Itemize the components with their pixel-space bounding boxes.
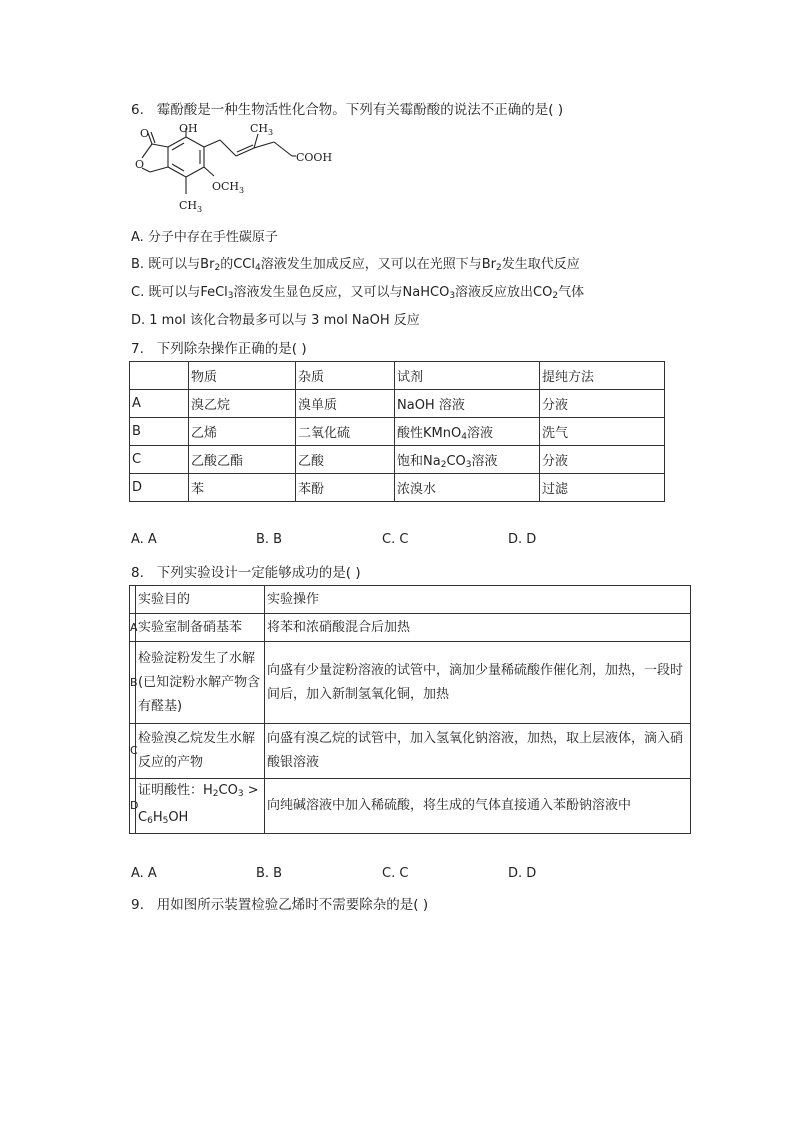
row-label: B bbox=[130, 418, 189, 446]
q7-number: 7. bbox=[131, 341, 144, 357]
row-label: D bbox=[130, 779, 136, 834]
substance-cell: 苯 bbox=[189, 474, 296, 502]
q7-stem bbox=[131, 337, 307, 357]
q7-answer-d[interactable]: D. D bbox=[508, 532, 537, 547]
reagent-cell: 饱和$Na_2CO_3$溶液 bbox=[395, 446, 540, 474]
operation-cell: 将苯和浓硝酸混合后加热 bbox=[265, 614, 691, 642]
q6-option-b[interactable]: B. 既可以与$Br_2$的CCl$_4$溶液发生加成反应，又可以在光照下与$Br_2$发生取代反应 bbox=[131, 257, 580, 273]
row-label: C bbox=[130, 446, 189, 474]
q6-number: 6. bbox=[131, 102, 144, 118]
structure-label-ch3-top: $CH_3$ bbox=[250, 122, 274, 137]
q8-table bbox=[129, 585, 691, 834]
operation-cell: 向盛有少量淀粉溶液的试管中，滴加少量稀硫酸作催化剂，加热，一段时间后，加入新制氢氧化铜，加热 bbox=[265, 642, 691, 724]
substance-cell: 乙烯 bbox=[189, 418, 296, 446]
header-cell bbox=[130, 362, 189, 390]
reagent-cell: NaOH 溶液 bbox=[395, 390, 540, 418]
q8-answer-b[interactable]: B. B bbox=[256, 866, 283, 881]
header-cell: 试剂 bbox=[395, 362, 540, 390]
row-label: A bbox=[130, 390, 189, 418]
table-row bbox=[130, 779, 691, 834]
table-row bbox=[130, 446, 665, 474]
q8-answer-c[interactable]: C. C bbox=[382, 866, 409, 881]
method-cell: 分液 bbox=[540, 390, 665, 418]
table-header-row bbox=[130, 586, 691, 614]
header-cell: 实验目的 bbox=[136, 586, 265, 614]
operation-cell: 向盛有溴乙烷的试管中，加入氢氧化钠溶液，加热，取上层液体，滴入硝酸银溶液 bbox=[265, 724, 691, 779]
method-cell: 过滤 bbox=[540, 474, 665, 502]
method-cell: 洗气 bbox=[540, 418, 665, 446]
q8-stem-text: 下列实验设计一定能够成功的是( ) bbox=[156, 565, 361, 581]
q6-option-c[interactable]: C. 既可以与FeCl$_3$溶液发生显色反应，又可以与NaHCO$_3$溶液反应放出$CO_2$气体 bbox=[131, 285, 585, 301]
table-row bbox=[130, 474, 665, 502]
q9-number: 9. bbox=[131, 897, 144, 913]
q6-option-a[interactable]: A. 分子中存在手性碳原子 bbox=[131, 230, 278, 245]
method-cell: 分液 bbox=[540, 446, 665, 474]
structure-label-och3: $OCH_3$ bbox=[212, 180, 245, 195]
purpose-cell: 检验溴乙烷发生水解反应的产物 bbox=[136, 724, 265, 779]
structure-label-ch3-bottom: $CH_3$ bbox=[179, 199, 203, 214]
row-label: D bbox=[130, 474, 189, 502]
impurity-cell: 乙酸 bbox=[296, 446, 395, 474]
q7-stem-text: 下列除杂操作正确的是( ) bbox=[156, 341, 307, 357]
operation-cell: 向纯碱溶液中加入稀硫酸，将生成的气体直接通入苯酚钠溶液中 bbox=[265, 779, 691, 834]
q6-option-d[interactable]: D. 1 mol 该化合物最多可以与 3 mol NaOH 反应 bbox=[131, 313, 420, 328]
q7-table bbox=[129, 361, 665, 502]
q9-stem bbox=[131, 893, 428, 913]
q6-stem bbox=[131, 98, 563, 118]
table-row bbox=[130, 724, 691, 779]
impurity-cell: 溴单质 bbox=[296, 390, 395, 418]
header-cell: 物质 bbox=[189, 362, 296, 390]
q8-answer-d[interactable]: D. D bbox=[508, 866, 537, 881]
structure-label-o: O bbox=[140, 127, 150, 140]
table-header-row bbox=[130, 362, 665, 390]
purpose-cell: 实验室制备硝基苯 bbox=[136, 614, 265, 642]
structure-label-cooh: COOH bbox=[296, 151, 333, 164]
row-label: A bbox=[130, 614, 136, 642]
q9-stem-text: 用如图所示装置检验乙烯时不需要除杂的是( ) bbox=[156, 897, 429, 913]
reagent-cell: 浓溴水 bbox=[395, 474, 540, 502]
q7-answer-a[interactable]: A. A bbox=[131, 532, 157, 547]
structure-label-oh: OH bbox=[179, 122, 198, 135]
header-cell: 杂质 bbox=[296, 362, 395, 390]
purpose-cell: 检验淀粉发生了水解(已知淀粉水解产物含有醛基) bbox=[136, 642, 265, 724]
q6-stem-text: 霉酚酸是一种生物活性化合物。下列有关霉酚酸的说法不正确的是( ) bbox=[156, 102, 564, 118]
header-cell: 提纯方法 bbox=[540, 362, 665, 390]
q8-number: 8. bbox=[131, 565, 144, 581]
purpose-cell: 证明酸性：$H_2CO_3 > C_6H_5OH$ bbox=[136, 779, 265, 834]
table-row bbox=[130, 642, 691, 724]
reagent-cell: 酸性KMnO$_4$溶液 bbox=[395, 418, 540, 446]
table-row bbox=[130, 418, 665, 446]
row-label: C bbox=[130, 724, 136, 779]
q8-stem bbox=[131, 561, 361, 581]
substance-cell: 乙酸乙酯 bbox=[189, 446, 296, 474]
table-row bbox=[130, 390, 665, 418]
substance-cell: 溴乙烷 bbox=[189, 390, 296, 418]
impurity-cell: 苯酚 bbox=[296, 474, 395, 502]
row-label: B bbox=[130, 642, 136, 724]
header-cell: 实验操作 bbox=[265, 586, 691, 614]
table-row bbox=[130, 614, 691, 642]
structure-label-ring-o: O bbox=[135, 158, 145, 171]
q7-answer-c[interactable]: C. C bbox=[382, 532, 409, 547]
q7-answer-b[interactable]: B. B bbox=[256, 532, 283, 547]
mycophenolic-acid-structure bbox=[128, 120, 343, 220]
q8-answer-a[interactable]: A. A bbox=[131, 866, 157, 881]
impurity-cell: 二氧化硫 bbox=[296, 418, 395, 446]
